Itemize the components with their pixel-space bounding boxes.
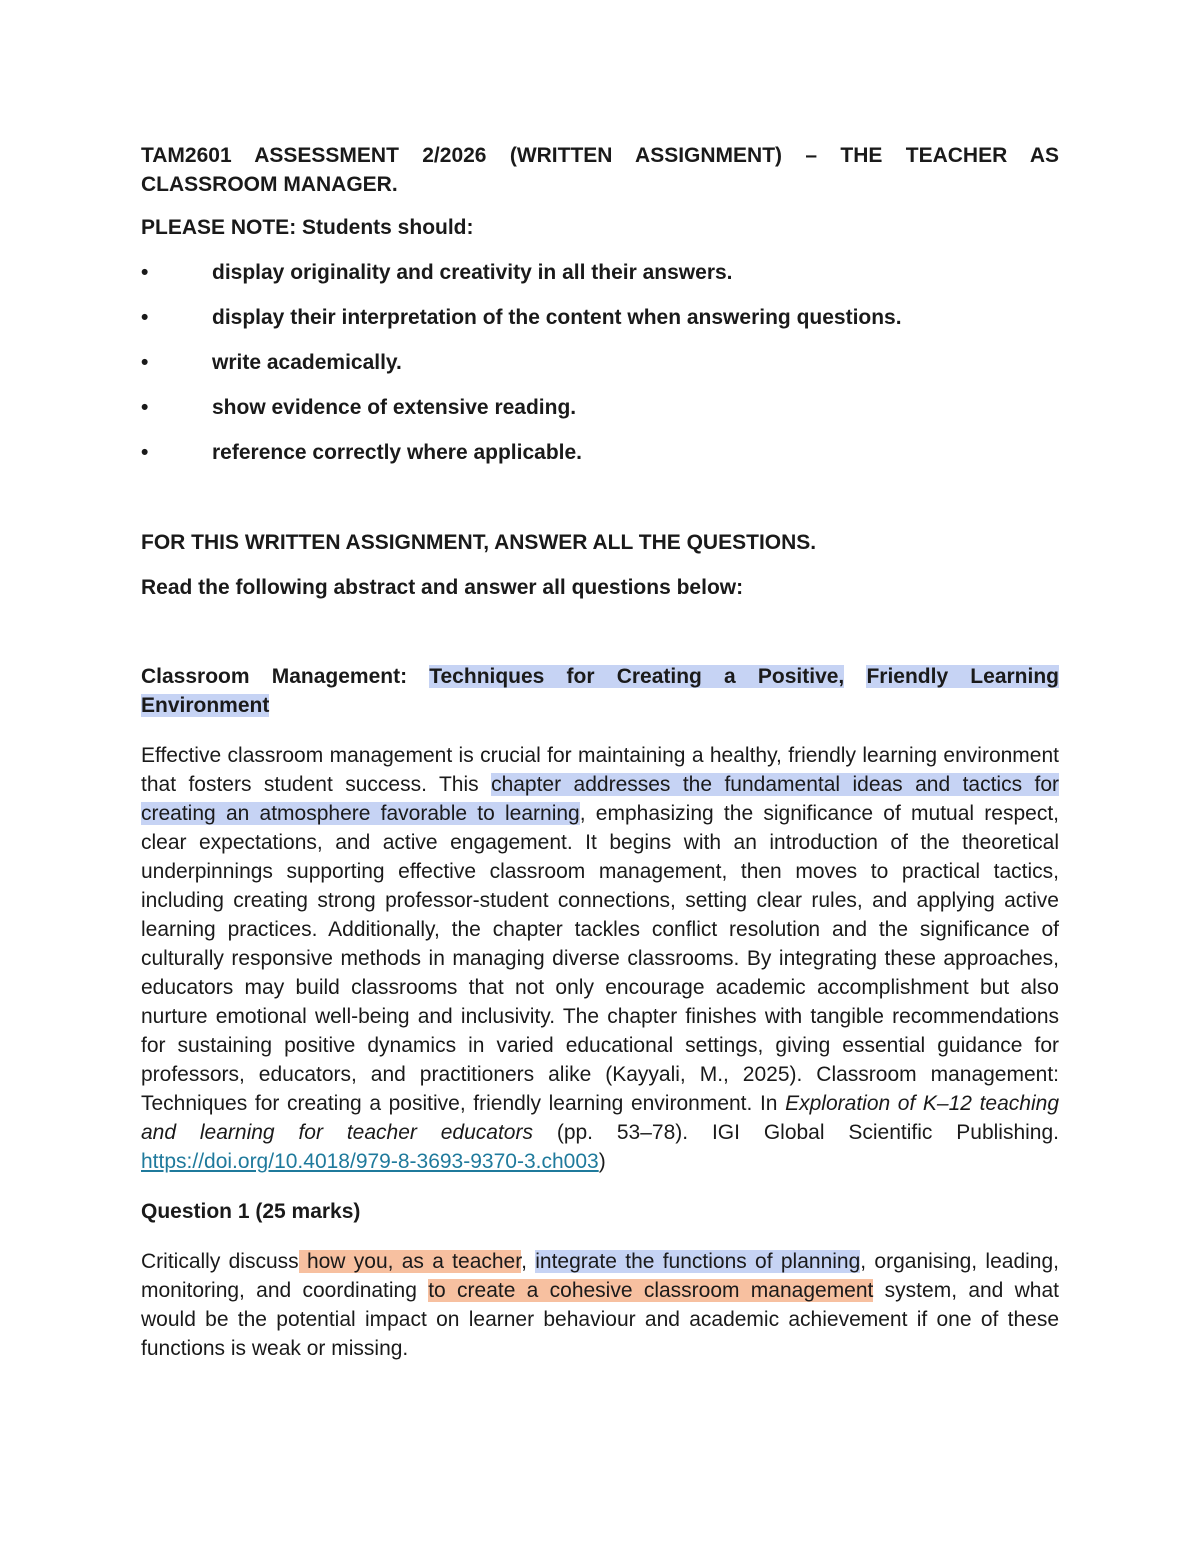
- question-1-heading: Question 1 (25 marks): [141, 1200, 361, 1223]
- question-text: system, and what would be the potential impact on learner behaviour and academic achievement if one of these functions is weak or missing.: [141, 1279, 1059, 1360]
- list-item: [141, 438, 1059, 467]
- requirement-text: show evidence of extensive reading.: [212, 396, 577, 419]
- abstract-title-highlight: Friendly Learning Environment: [141, 665, 1059, 717]
- question-highlight: how you, as a teacher: [298, 1250, 522, 1273]
- abstract-title: [141, 662, 1059, 720]
- abstract-text: (pp. 53–78). IGI Global Scientific Publishing.: [532, 1121, 1059, 1144]
- assignment-title: TAM2601 ASSESSMENT 2/2026 (WRITTEN ASSIGNMENT) – THE TEACHER AS CLASSROOM MANAGER.: [141, 144, 1059, 196]
- abstract-highlight: chapter addresses the fundamental ideas and tactics for creating an atmosphere favorable to learning: [141, 773, 1060, 825]
- bullet-icon: •: [141, 396, 149, 419]
- bullet-icon: •: [141, 261, 149, 284]
- requirement-text: write academically.: [212, 351, 402, 374]
- instruction-answer-all: FOR THIS WRITTEN ASSIGNMENT, ANSWER ALL THE QUESTIONS.: [141, 531, 817, 554]
- bullet-icon: •: [141, 351, 149, 374]
- instruction-read-abstract: Read the following abstract and answer all questions below:: [141, 576, 744, 599]
- list-item: [141, 303, 1059, 332]
- abstract-paragraph: [141, 741, 1059, 1176]
- list-item: [141, 258, 1059, 287]
- requirements-list: [141, 258, 1059, 467]
- document-content: [141, 141, 1059, 1384]
- question-highlight: to create a cohesive classroom management: [428, 1279, 874, 1302]
- list-item: [141, 348, 1059, 377]
- requirement-text: reference correctly where applicable.: [212, 441, 583, 464]
- abstract-title-space: [844, 665, 866, 688]
- question-1-text: [141, 1247, 1059, 1363]
- question-highlight: integrate the functions of planning: [535, 1250, 861, 1273]
- question-text: Critically discuss: [141, 1250, 299, 1273]
- requirement-text: display originality and creativity in all their answers.: [212, 261, 733, 284]
- abstract-text: , emphasizing the significance of mutual respect, clear expectations, and active engagement. It begins with an introduction of the theoretical underpinnings supporting effective classroom management, then moves to practical tactics, including creating strong professor-student connections, setting clear rules, and applying active learning practices. Additionally, the chapter tackles conflict resolution and the significance of culturally responsive methods in managing diverse classrooms. By integrating these approaches, educators may build classrooms that not only encourage academic accomplishment but also nurture emotional well-being and inclusivity. The chapter finishes with tangible recommendations for sustaining positive dynamics in varied educational settings, giving essential guidance for professors, educators, and practitioners alike (Kayyali, M., 2025). Classroom management: Techniques for creating a positive, friendly learning environment. In: [141, 802, 1059, 1115]
- abstract-title-plain: Classroom Management:: [141, 665, 430, 688]
- abstract-title-highlight: Techniques for Creating a Positive,: [429, 665, 845, 688]
- question-text: , organising, leading, monitoring, and coordinating: [141, 1250, 1059, 1302]
- bullet-icon: •: [141, 306, 149, 329]
- abstract-text: Effective classroom management is crucial for maintaining a healthy, friendly learning environment that fosters student success. This: [141, 744, 1059, 796]
- list-item: [141, 393, 1059, 422]
- note-heading: PLEASE NOTE: Students should:: [141, 216, 474, 239]
- bullet-icon: •: [141, 441, 149, 464]
- doi-link[interactable]: https://doi.org/10.4018/979-8-3693-9370-3.ch003: [141, 1150, 599, 1173]
- requirement-text: display their interpretation of the content when answering questions.: [212, 306, 902, 329]
- abstract-text: ): [598, 1150, 606, 1173]
- question-text: ,: [521, 1250, 536, 1273]
- book-title: Exploration of K–12 teaching and learning for teacher educators: [141, 1092, 1059, 1144]
